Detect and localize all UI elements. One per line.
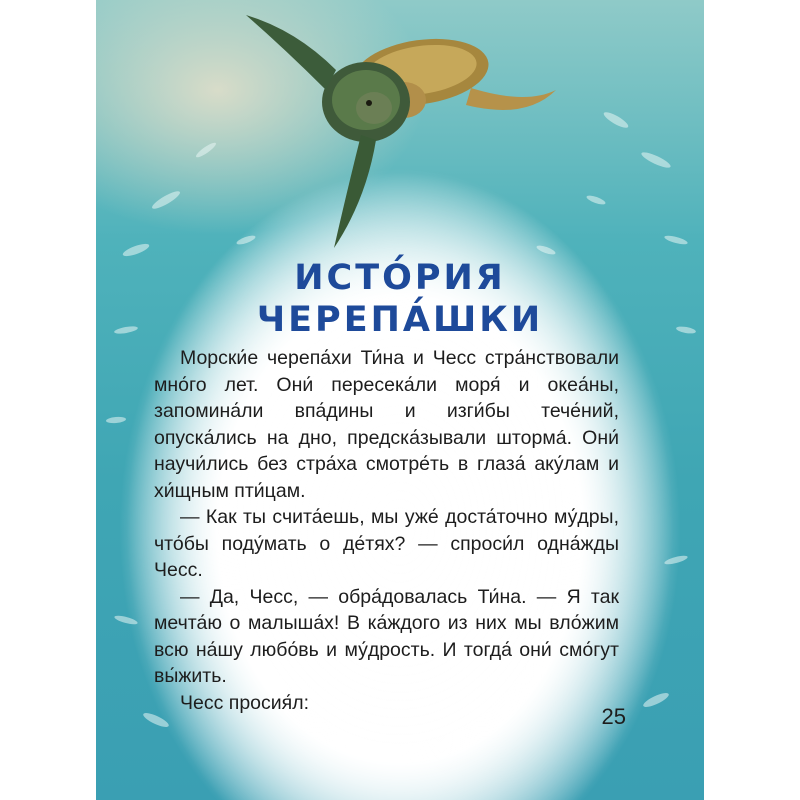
paragraph: Морски́е черепа́хи Ти́на и Чесс стра́нствовали мно́го лет. Они́ пересека́ли моря́ и океа́ны, запомина́ли впа́дины и изги́бы тече́ний, опуска́лись на дно, предска́зывали штормá. Они́ научи́лись без стра́ха смотре́ть в глаза́ аку́лам и хи́щным пти́цам.	[154, 347, 619, 502]
paragraph: Чесс просия́л:	[180, 691, 310, 714]
sea-turtles-illustration	[226, 10, 566, 250]
book-page	[96, 0, 704, 800]
page-number: 25	[601, 704, 626, 729]
chapter-title-line-1: ИСТО́РИЯ	[294, 258, 506, 298]
chapter-title-line-2: ЧЕРЕПА́ШКИ	[256, 300, 544, 340]
paragraph: — Да, Чесс, — обра́довалась Ти́на. — Я так мечта́ю о малыша́х! В ка́ждого из них мы вло́жим всю на́шу любо́вь и му́дрость. И тогда́ они́ смо́гут вы́жить.	[154, 585, 619, 687]
story-text	[154, 345, 619, 716]
paragraph: — Как ты счита́ешь, мы уже́ доста́точно му́дры, что́бы поду́мать о де́тях? — спроси́л одна́жды Чесс.	[154, 506, 619, 581]
